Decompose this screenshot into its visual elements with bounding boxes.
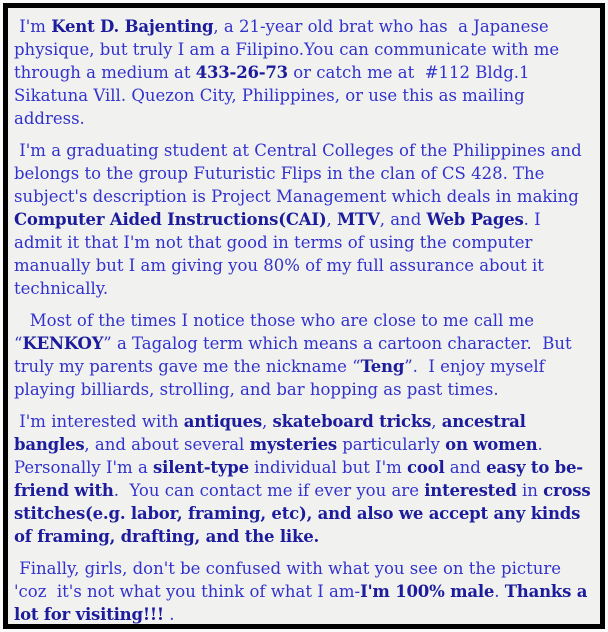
text-segment: , and xyxy=(379,210,427,229)
bold-text-segment: cool xyxy=(407,458,445,477)
bold-text-segment: Kent D. Bajenting xyxy=(51,17,214,36)
bold-text-segment: on women xyxy=(445,435,538,454)
text-segment: , a 21-year old brat who has a Japanese physique, but truly I am a Filipino.You can communicate with me through a medium at xyxy=(14,17,565,82)
text-segment: particularly xyxy=(337,435,446,454)
bold-text-segment: Computer Aided Instructions(CAI) xyxy=(14,210,327,229)
text-segment: I'm interested with xyxy=(14,412,184,431)
bold-text-segment: KENKOY xyxy=(22,334,104,353)
text-segment: I'm xyxy=(14,17,52,36)
bold-text-segment: easy to be-friend with xyxy=(14,458,583,500)
bold-text-segment: I'm 100% male xyxy=(360,582,495,601)
bold-text-segment: Thanks a lot for visiting!!! xyxy=(14,582,593,624)
text-segment: , xyxy=(326,210,337,229)
text-segment: . xyxy=(163,605,175,624)
text-segment: Finally, girls, don't be confused with what you see on the picture 'coz it's not what you think of what I am- xyxy=(14,559,567,601)
text-segment: I'm a graduating student at Central Colleges of the Philippines and belongs to the group Futuristic Flips in the clan of CS 428. The subject's description is Project Management which deals in making xyxy=(14,141,593,206)
text-segment: individual but I'm xyxy=(248,458,408,477)
paragraph xyxy=(14,15,592,130)
text-segment: ” a Tagalog term which means a cartoon character. But truly my parents gave me the nickname “ xyxy=(14,334,577,376)
text-segment: , xyxy=(262,412,273,431)
text-segment: . xyxy=(494,582,505,601)
bold-text-segment: antiques xyxy=(183,412,263,431)
paragraph xyxy=(14,309,592,401)
text-segment: and xyxy=(444,458,487,477)
bold-text-segment: interested xyxy=(424,481,517,500)
bold-text-segment: cross stitches(e.g. labor, framing, etc), and also we accept any kinds of framing, drafting, and the like. xyxy=(14,481,597,546)
bold-text-segment: silent-type xyxy=(153,458,249,477)
text-segment: or catch me at #112 Bldg.1 Sikatuna Vill. Quezon City, Philippines, or use this as mailing address. xyxy=(14,63,535,128)
paragraph xyxy=(14,557,592,624)
bold-text-segment: mysteries xyxy=(249,435,337,454)
bold-text-segment: skateboard tricks xyxy=(272,412,432,431)
bold-text-segment: Teng xyxy=(360,357,405,376)
text-segment: , xyxy=(431,412,442,431)
text-segment: . Personally I'm a xyxy=(14,435,548,477)
text-segment: , and about several xyxy=(84,435,250,454)
bold-text-segment: 433-26-73 xyxy=(195,63,288,82)
text-segment: in xyxy=(516,481,544,500)
bold-text-segment: ancestral bangles xyxy=(14,412,532,454)
paragraph xyxy=(14,139,592,300)
text-segment: . I admit it that I'm not that good in terms of using the computer manually but I am giving you 80% of my full assurance about it technically. xyxy=(14,210,550,298)
paragraph xyxy=(14,410,597,548)
bold-text-segment: Web Pages xyxy=(426,210,524,229)
page-border-frame xyxy=(3,3,605,629)
text-segment: . You can contact me if ever you are xyxy=(113,481,425,500)
text-segment: Most of the times I notice those who are close to me call me “ xyxy=(14,311,540,353)
bold-text-segment: MTV xyxy=(336,210,380,229)
bio-text-block xyxy=(8,8,600,624)
text-segment: ”. I enjoy myself playing billiards, strolling, and bar hopping as past times. xyxy=(14,357,550,399)
